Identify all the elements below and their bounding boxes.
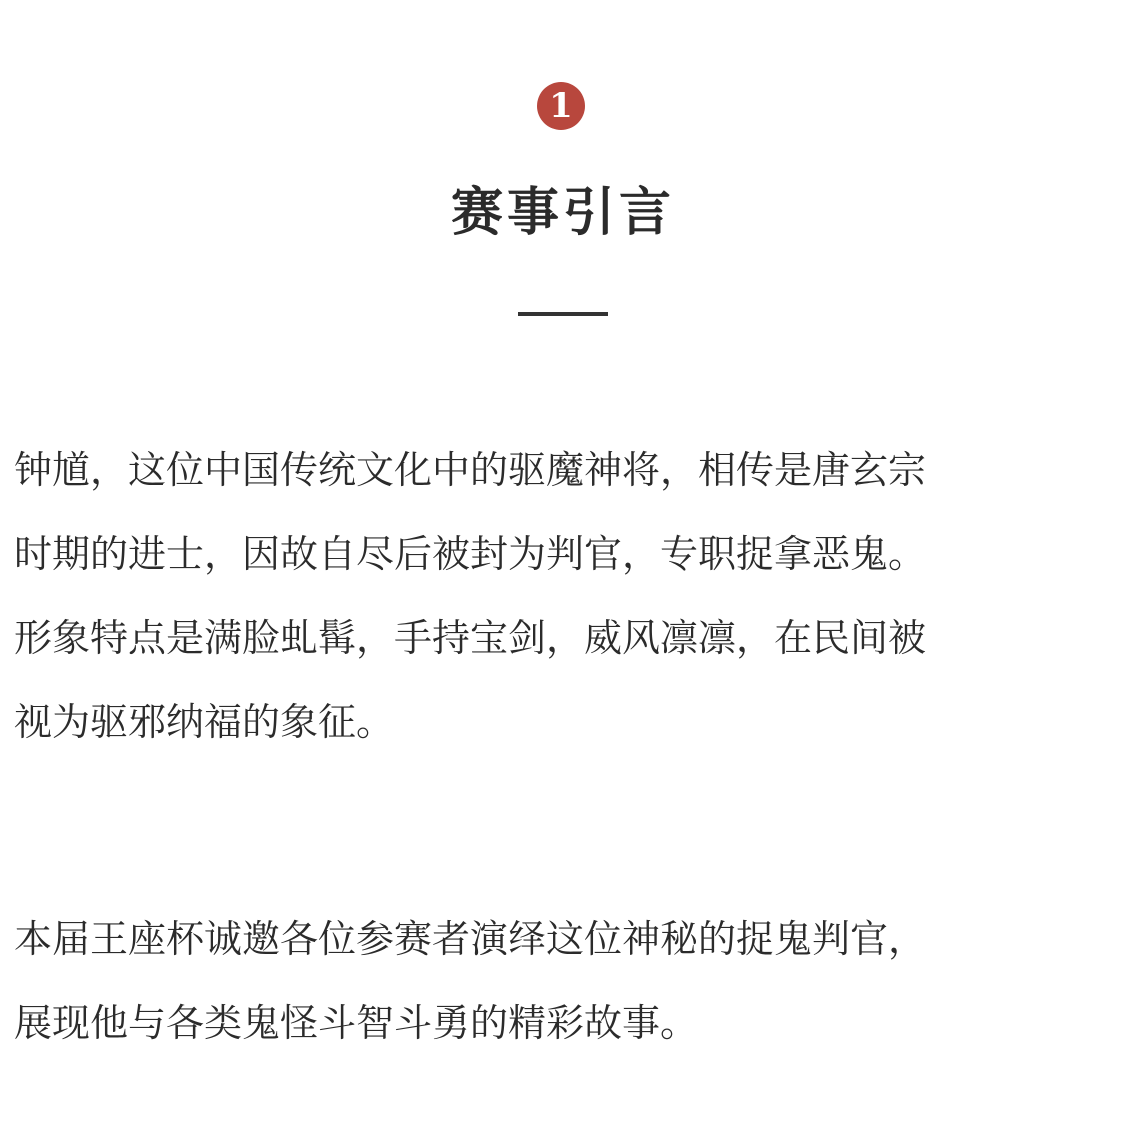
section-number-badge: 1 [537, 82, 585, 130]
paragraph-line: 钟馗，这位中国传统文化中的驱魔神将，相传是唐玄宗 [14, 448, 927, 492]
invitation-paragraph [14, 897, 1114, 1065]
paragraph-line: 展现他与各类鬼怪斗智斗勇的精彩故事。 [14, 1001, 699, 1045]
paragraph-line: 时期的进士，因故自尽后被封为判官，专职捉拿恶鬼。 [14, 532, 927, 576]
section-title: 赛事引言 [450, 183, 675, 243]
title-divider [518, 312, 608, 316]
intro-paragraph [14, 428, 1114, 764]
paragraph-line: 视为驱邪纳福的象征。 [14, 700, 395, 744]
paragraph-line: 本届王座杯诚邀各位参赛者演绎这位神秘的捉鬼判官， [14, 917, 927, 961]
paragraph-line: 形象特点是满脸虬髯，手持宝剑，威风凛凛，在民间被 [14, 616, 927, 660]
